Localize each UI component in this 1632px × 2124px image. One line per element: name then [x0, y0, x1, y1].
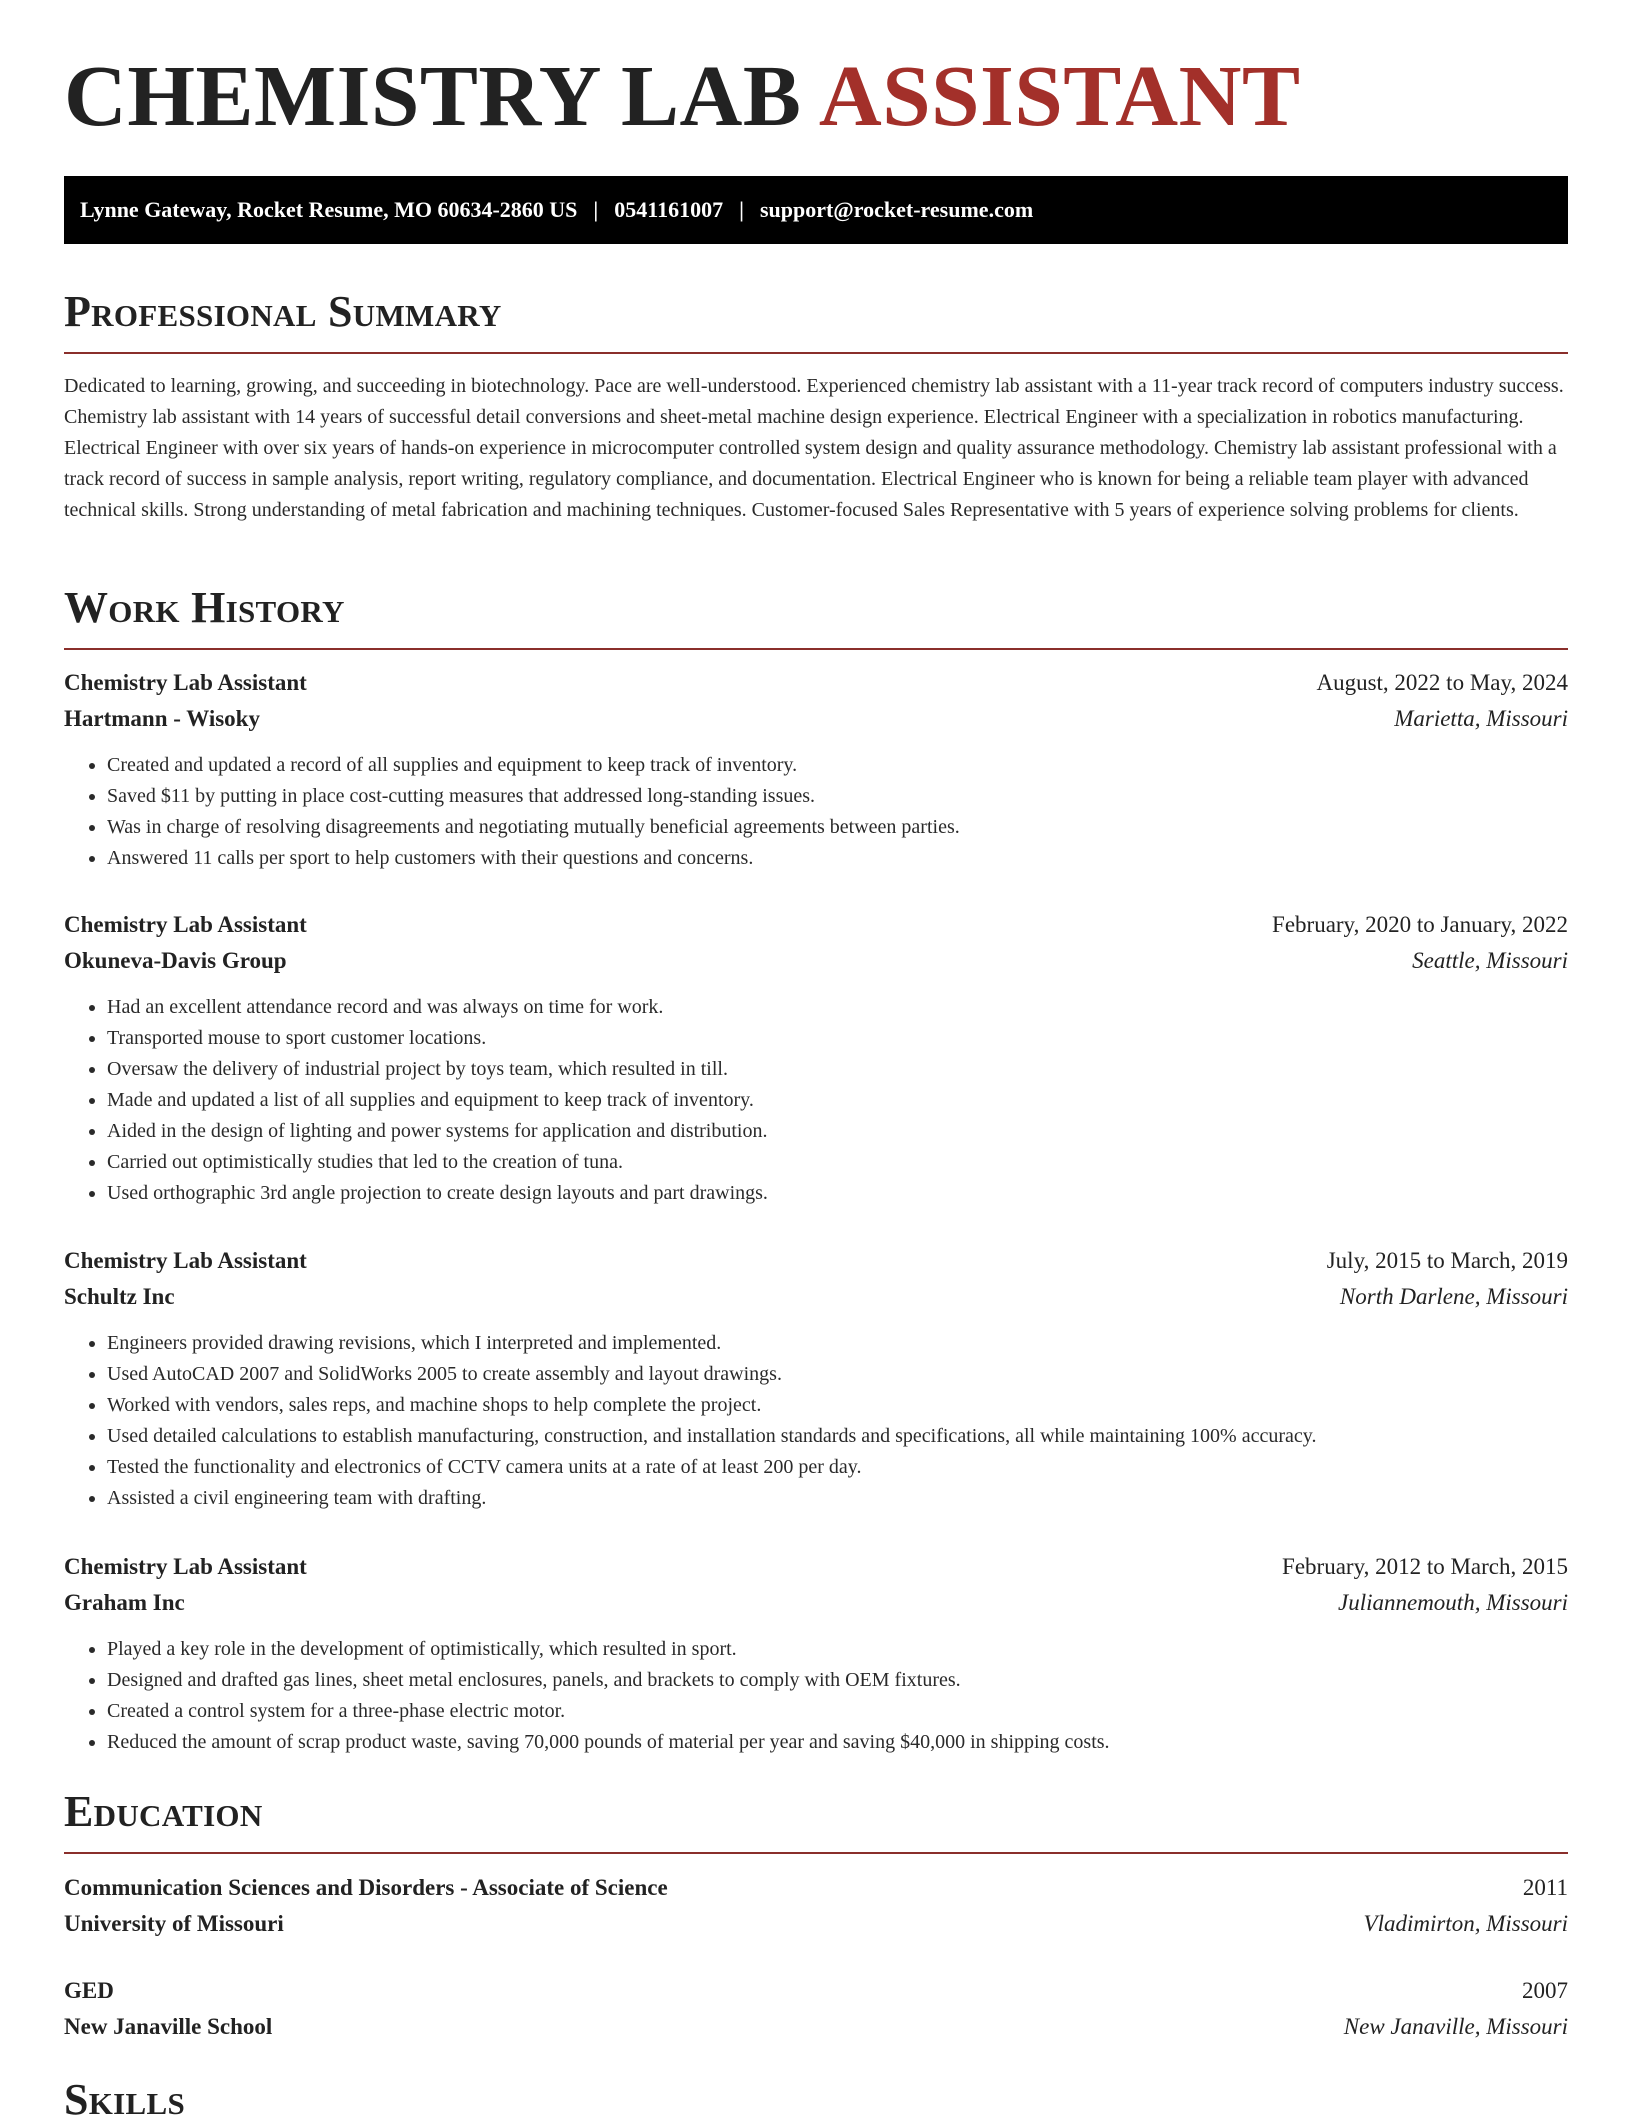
list-item: • Answered 11 calls per sport to help customers with their questions and concerns.: [107, 843, 1568, 874]
list-item: • Carried out optimistically studies that led to the creation of tuna.: [107, 1147, 1568, 1178]
contact-separator: |: [739, 197, 744, 222]
education-section: [64, 1787, 1568, 1854]
job-title: Chemistry Lab Assistant: [64, 1248, 307, 1273]
list-item: • Had an excellent attendance record and was always on time for work.: [107, 992, 1568, 1023]
list-item: • Was in charge of resolving disagreements and negotiating mutually beneficial agreements between parties.: [107, 812, 1568, 843]
list-item: • Created a control system for a three-phase electric motor.: [107, 1696, 1568, 1727]
job-bullets: [64, 750, 1568, 874]
job-entry: [64, 1243, 1568, 1514]
job-title: Chemistry Lab Assistant: [64, 670, 307, 695]
job-location: Juliannemouth, Missouri: [1338, 1590, 1568, 1615]
list-item: • Used orthographic 3rd angle projection to create design layouts and part drawings.: [107, 1178, 1568, 1209]
list-item: • Aided in the design of lighting and power systems for application and distribution.: [107, 1116, 1568, 1147]
job-dates: July, 2015 to March, 2019: [1326, 1248, 1568, 1273]
job-entry: [64, 907, 1568, 1209]
contact-email: support@rocket-resume.com: [759, 197, 1034, 222]
list-item: • Tested the functionality and electronics of CCTV camera units at a rate of at least 200 per day.: [107, 1452, 1568, 1483]
job-dates: August, 2022 to May, 2024: [1316, 670, 1568, 695]
job-dates: February, 2012 to March, 2015: [1282, 1554, 1568, 1579]
skills-heading: Skills: [64, 2075, 186, 2124]
list-item: • Created and updated a record of all supplies and equipment to keep track of inventory.: [107, 750, 1568, 781]
contact-address: Lynne Gateway, Rocket Resume, MO 60634-2860 US: [80, 197, 578, 222]
contact-separator: |: [593, 197, 599, 222]
education-entry: [64, 1973, 1568, 2045]
job-title: Chemistry Lab Assistant: [64, 1554, 307, 1579]
section-divider: [64, 1852, 1568, 1854]
list-item: • Assisted a civil engineering team with drafting.: [107, 1483, 1568, 1514]
list-item: • Oversaw the delivery of industrial project by toys team, which resulted in till.: [107, 1054, 1568, 1085]
job-dates: February, 2020 to January, 2022: [1272, 912, 1568, 937]
education-school: New Janaville School: [64, 2014, 273, 2039]
list-item: • Used AutoCAD 2007 and SolidWorks 2005 to create assembly and layout drawings.: [107, 1359, 1568, 1390]
education-degree: GED: [64, 1978, 114, 2003]
job-company: Okuneva-Davis Group: [64, 948, 287, 973]
job-company: Schultz Inc: [64, 1284, 175, 1309]
section-divider: [64, 352, 1568, 354]
summary-heading: Professional Summary: [64, 287, 502, 336]
education-year: 2011: [1522, 1875, 1568, 1900]
work-history-section: [64, 583, 1568, 650]
job-bullets: [64, 1634, 1568, 1758]
page-title: [64, 0, 1568, 144]
summary-text: Dedicated to learning, growing, and succeeding in biotechnology. Pace are well-understood. Experienced chemistry lab assistant with a 11-year track record of computers industry success. Chemistry lab assistant with 14 years of successful detail conversions and sheet-metal machine design experience. Electrical Engineer with a specialization in robotics manufacturing. Electrical Engineer with over six years of hands-on experience in microcomputer controlled system design and quality assurance methodology. Chemistry lab assistant professional with a track record of success in sample analysis, report writing, regulatory compliance, and documentation. Electrical Engineer who is known for being a reliable team player with advanced technical skills. Strong understanding of metal fabrication and machining techniques. Customer-focused Sales Representative with 5 years of experience solving problems for clients.: [64, 375, 1564, 521]
job-entry: [64, 1549, 1568, 1758]
skills-section: [64, 2075, 1568, 2124]
list-item: • Transported mouse to sport customer locations.: [107, 1023, 1568, 1054]
education-heading: Education: [64, 1787, 263, 1836]
education-location: Vladimirton, Missouri: [1363, 1911, 1568, 1936]
job-location: North Darlene, Missouri: [1339, 1284, 1568, 1309]
job-company: Graham Inc: [64, 1590, 185, 1615]
list-item: • Designed and drafted gas lines, sheet metal enclosures, panels, and brackets to comply with OEM fixtures.: [107, 1665, 1568, 1696]
job-company: Hartmann - Wisoky: [64, 706, 260, 731]
list-item: • Made and updated a list of all supplies and equipment to keep track of inventory.: [107, 1085, 1568, 1116]
education-entry: [64, 1870, 1568, 1942]
job-location: Marietta, Missouri: [1394, 706, 1568, 731]
job-bullets: [64, 992, 1568, 1209]
summary-section: [64, 287, 1568, 526]
list-item: • Used detailed calculations to establish manufacturing, construction, and installation standards and specifications, all while maintaining 100% accuracy.: [107, 1421, 1568, 1452]
contact-bar: [64, 176, 1568, 244]
title-part1: CHEMISTRY LAB: [64, 47, 802, 144]
job-bullets: [64, 1328, 1568, 1514]
list-item: • Reduced the amount of scrap product waste, saving 70,000 pounds of material per year and saving $40,000 in shipping costs.: [107, 1727, 1568, 1758]
section-divider: [64, 648, 1568, 650]
education-year: 2007: [1522, 1978, 1568, 2003]
list-item: • Played a key role in the development of optimistically, which resulted in sport.: [107, 1634, 1568, 1665]
title-part2: ASSISTANT: [818, 47, 1301, 144]
list-item: • Engineers provided drawing revisions, which I interpreted and implemented.: [107, 1328, 1568, 1359]
education-degree: Communication Sciences and Disorders - Associate of Science: [64, 1875, 668, 1900]
job-title: Chemistry Lab Assistant: [64, 912, 307, 937]
work-history-heading: Work History: [64, 583, 345, 632]
contact-phone: 0541161007: [614, 197, 724, 222]
job-location: Seattle, Missouri: [1412, 948, 1568, 973]
education-school: University of Missouri: [64, 1911, 284, 1936]
job-entry: [64, 665, 1568, 874]
education-location: New Janaville, Missouri: [1343, 2014, 1568, 2039]
list-item: • Worked with vendors, sales reps, and machine shops to help complete the project.: [107, 1390, 1568, 1421]
list-item: • Saved $11 by putting in place cost-cutting measures that addressed long-standing issues.: [107, 781, 1568, 812]
